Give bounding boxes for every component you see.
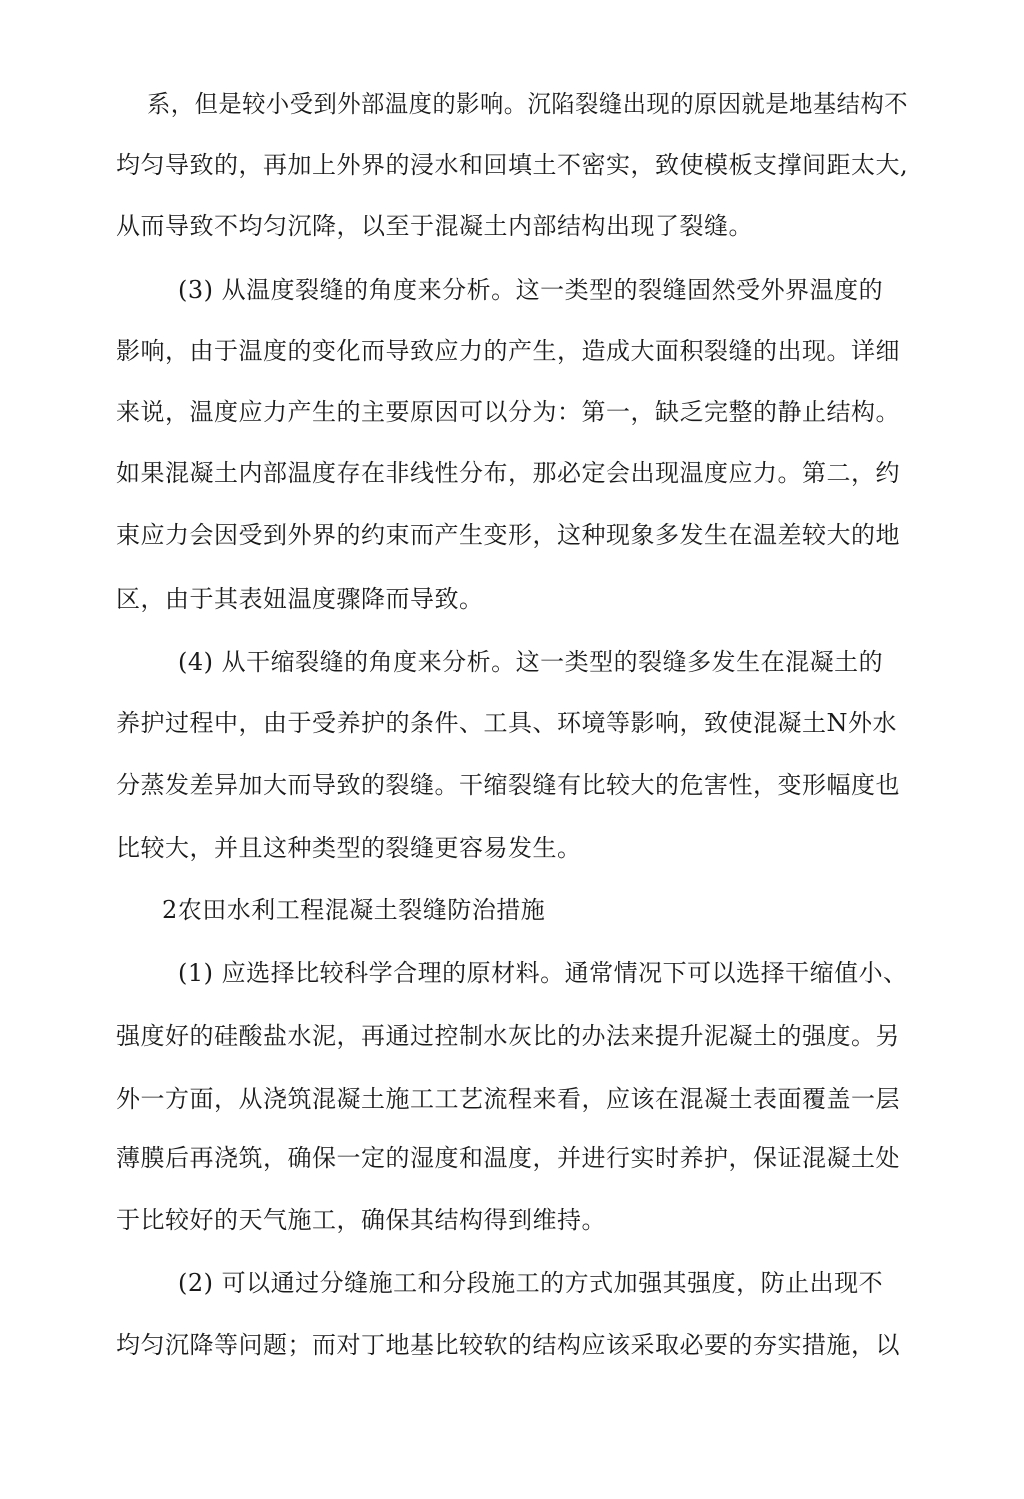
text-line-2: 均匀导致的，再加上外界的浸水和回填土不密实，致使模板支撑间距太大, <box>116 151 909 179</box>
text-line-4: (3) 从温度裂缝的角度来分析。这一类型的裂缝固然受外界温度的 <box>178 276 884 304</box>
text-line-13: 比较大，并且这种类型的裂缝更容易发生。 <box>116 834 582 862</box>
text-line-20: (2) 可以通过分缝施工和分段施工的方式加强其强度，防止出现不 <box>178 1269 884 1297</box>
text-line-12: 分蒸发差异加大而导致的裂缝。干缩裂缝有比较大的危害性，变形幅度也 <box>116 771 900 799</box>
text-line-15: (1) 应选择比较科学合理的原材料。通常情况下可以选择干缩值小、 <box>178 959 908 987</box>
text-line-11: 养护过程中，由于受养护的条件、工具、环境等影响，致使混凝土N外水 <box>116 709 897 737</box>
text-line-10: (4) 从干缩裂缝的角度来分析。这一类型的裂缝多发生在混凝土的 <box>178 648 884 676</box>
text-line-8: 束应力会因受到外界的约束而产生变形，这种现象多发生在温差较大的地 <box>116 521 900 549</box>
text-line-21: 均匀沉降等问题；而对丁地基比较软的结构应该采取必要的夯实措施，以 <box>116 1331 900 1359</box>
text-line-6: 来说，温度应力产生的主要原因可以分为：第一，缺乏完整的静止结构。 <box>116 398 900 426</box>
text-line-3: 从而导致不均匀沉降，以至于混凝土内部结构出现了裂缝。 <box>116 212 753 240</box>
text-line-16: 强度好的硅酸盐水泥，再通过控制水灰比的办法来提升泥凝土的强度。另 <box>116 1022 900 1050</box>
text-line-5: 影响，由于温度的变化而导致应力的产生，造成大面积裂缝的出现。详细 <box>116 337 900 365</box>
text-line-9: 区，由于其表妞温度骤降而导致。 <box>116 585 484 613</box>
text-line-19: 于比较好的天气施工，确保其结构得到维持。 <box>116 1206 606 1234</box>
text-line-17: 外一方面，从浇筑混凝土施工工艺流程来看，应该在混凝土表面覆盖一层 <box>116 1085 900 1113</box>
text-line-7: 如果混凝土内部温度存在非线性分布，那必定会出现温度应力。第二，约 <box>116 459 900 487</box>
text-line-18: 薄膜后再浇筑，确保一定的湿度和温度，并进行实时养护，保证混凝土处 <box>116 1144 900 1172</box>
text-line-1: 系，但是较小受到外部温度的影响。沉陷裂缝出现的原因就是地基结构不 <box>147 90 909 118</box>
section-heading: 2农田水利工程混凝土裂缝防治措施 <box>162 896 546 924</box>
